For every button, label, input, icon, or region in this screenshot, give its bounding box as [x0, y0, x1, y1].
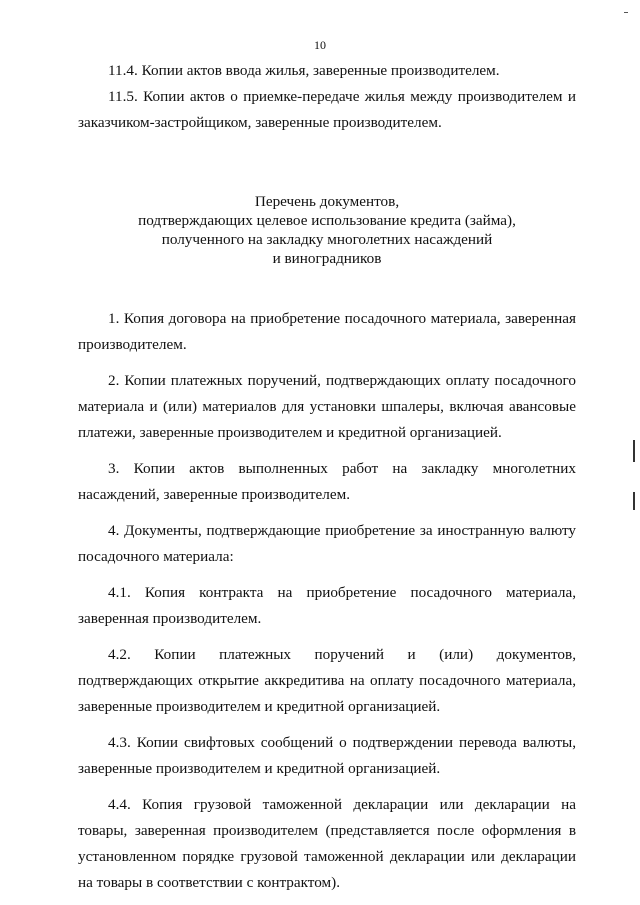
heading-line: и виноградников [272, 250, 382, 267]
list-item: 4.4. Копия грузовой таможенной декларации или декларации на товары, заверенная производителем (представляется после оформления в установленном порядке грузовой таможенной декларации или декларации на товары в соответствии с контрактом). [78, 796, 576, 891]
heading-line: Перечень документов, [254, 193, 400, 210]
scan-artifact [624, 12, 628, 13]
list-item: 1. Копия договора на приобретение посадочного материала, заверенная производителем. [78, 310, 576, 353]
list-item: 3. Копии актов выполненных работ на закладку многолетних насаждений, заверенные производителем. [78, 460, 576, 503]
document-body [78, 58, 576, 896]
list-item: 11.5. Копии актов о приемке-передаче жилья между производителем и заказчиком-застройщиком, заверенные производителем. [78, 88, 576, 131]
scan-edge-artifact [633, 440, 635, 462]
list-item: 4. Документы, подтверждающие приобретение за иностранную валюту посадочного материала: [78, 522, 576, 565]
list-item: 4.3. Копии свифтовых сообщений о подтверждении перевода валюты, заверенные производителем и кредитной организацией. [78, 734, 576, 777]
heading-line: подтверждающих целевое использование кредита (займа), [138, 212, 516, 229]
section-heading [78, 192, 576, 268]
list-item: 4.2. Копии платежных поручений и (или) документов, подтверждающих открытие аккредитива на оплату посадочного материала, заверенные производителем и кредитной организацией. [78, 646, 576, 715]
heading-line: полученного на закладку многолетних насаждений [161, 231, 493, 248]
scan-edge-artifact [633, 492, 635, 510]
page-number: 10 [314, 38, 326, 52]
list-item: 4.1. Копия контракта на приобретение посадочного материала, заверенная производителем. [78, 584, 576, 627]
list-item: 2. Копии платежных поручений, подтверждающих оплату посадочного материала и (или) материалов для установки шпалеры, включая авансовые платежи, заверенные производителем и кредитной организацией. [78, 372, 576, 441]
list-item: 11.4. Копии актов ввода жилья, заверенные производителем. [108, 62, 500, 79]
